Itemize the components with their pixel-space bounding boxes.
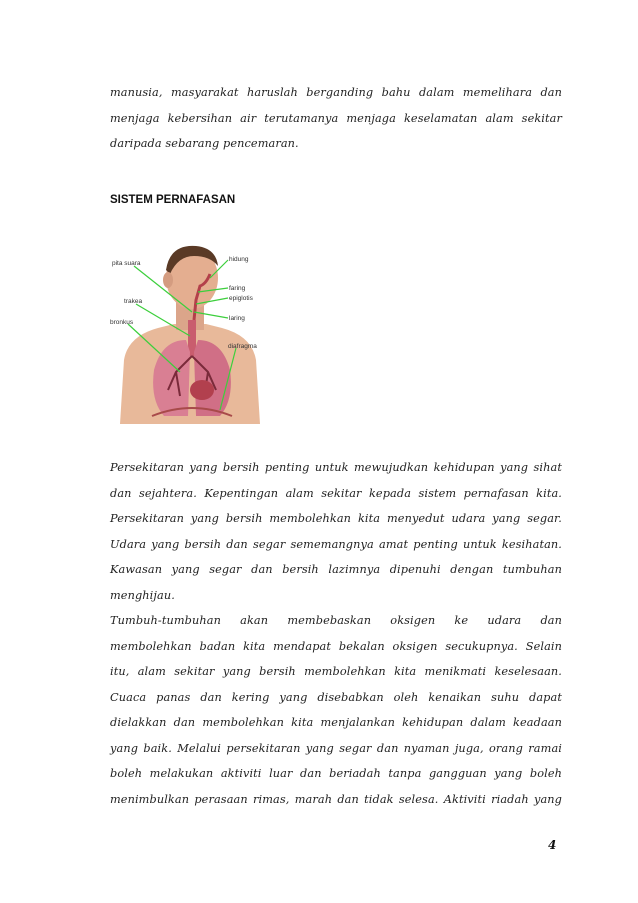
section-heading: SISTEM PERNAFASAN <box>110 194 236 206</box>
label-hidung: hidung <box>229 256 249 263</box>
paragraph-line: boleh melakukan aktiviti luar dan beriadah tanpa gangguan yang boleh <box>110 767 562 780</box>
paragraph-line: Kawasan yang segar dan bersih lazimnya dipenuhi dengan tumbuhan <box>110 563 562 576</box>
paragraph-line: dan sejahtera. Kepentingan alam sekitar kepada sistem pernafasan kita. <box>110 486 562 500</box>
intro-paragraph <box>110 80 562 157</box>
paragraph-line: dielakkan dan membolehkan kita menjalankan kehidupan dalam keadaan <box>110 716 562 729</box>
page-number: 4 <box>548 838 557 852</box>
body-paragraph <box>110 455 562 608</box>
respiratory-system-figure <box>110 240 270 424</box>
label-epiglotis: epiglotis <box>229 295 253 302</box>
body-paragraph <box>110 608 562 812</box>
paragraph-line: membolehkan badan kita mendapat bekalan oksigen secukupnya. Selain <box>110 639 562 653</box>
label-bronkus: bronkus <box>110 319 134 326</box>
paragraph-line: Cuaca panas dan kering yang disebabkan oleh kenaikan suhu dapat <box>110 690 562 704</box>
intro-line: manusia, masyarakat haruslah berganding bahu dalam memelihara dan <box>110 86 562 99</box>
paragraph-line: Udara yang bersih dan segar sememangnya amat penting untuk kesihatan. <box>110 537 562 551</box>
paragraph-line: menghijau. <box>110 588 175 602</box>
label-laring: laring <box>229 315 245 322</box>
intro-line: menjaga kebersihan air terutamanya menjaga keselamatan alam sekitar <box>110 111 562 125</box>
label-pita-suara: pita suara <box>112 260 141 267</box>
paragraph-line: Persekitaran yang bersih membolehkan kita menyedut udara yang segar. <box>110 512 562 525</box>
label-faring: faring <box>229 285 246 292</box>
paragraph-line: Tumbuh-tumbuhan akan membebaskan oksigen ke udara dan <box>110 614 562 627</box>
intro-line: daripada sebarang pencemaran. <box>110 137 299 150</box>
paragraph-line: yang baik. Melalui persekitaran yang segar dan nyaman juga, orang ramai <box>110 741 562 755</box>
paragraph-line: menimbulkan perasaan rimas, marah dan tidak selesa. Aktiviti riadah yang <box>110 792 562 806</box>
label-trakea: trakea <box>124 298 143 305</box>
paragraph-line: itu, alam sekitar yang bersih membolehkan kita menikmati keselesaan. <box>110 665 562 678</box>
respiratory-illustration <box>110 240 270 424</box>
paragraph-line: Persekitaran yang bersih penting untuk mewujudkan kehidupan yang sihat <box>110 461 562 474</box>
label-diafragma: diafragma <box>228 343 257 350</box>
